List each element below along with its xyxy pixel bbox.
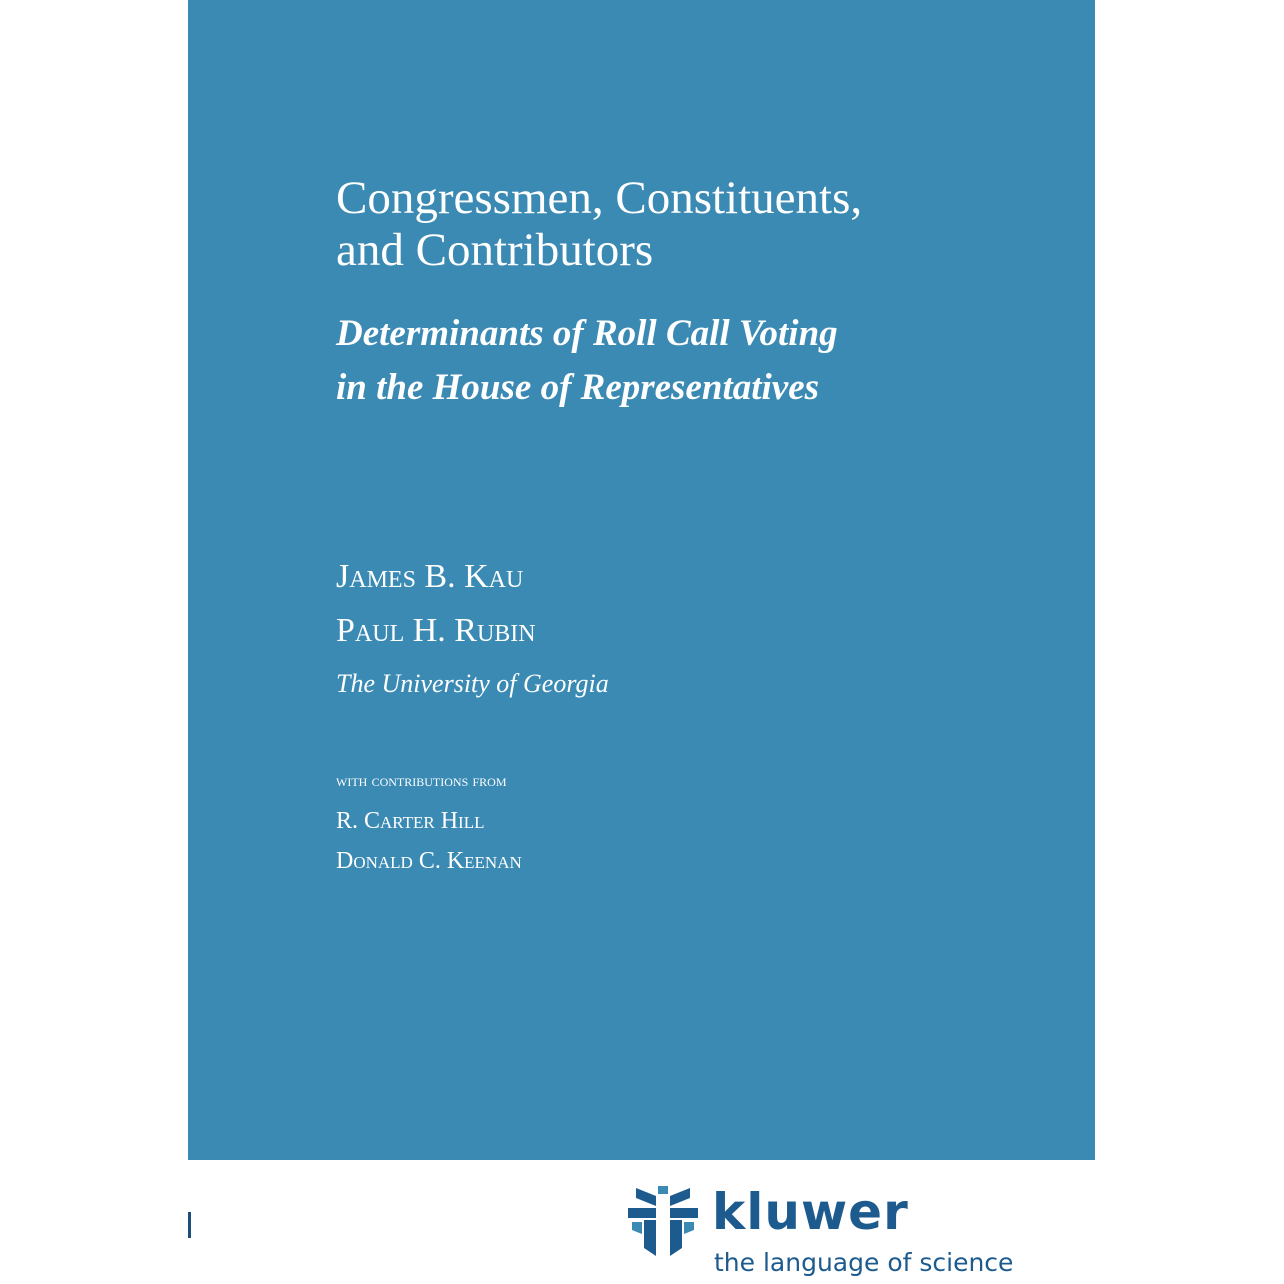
- publisher-tagline: the language of science: [714, 1248, 1014, 1277]
- author-name: Paul H. Rubin: [336, 612, 536, 649]
- contributions-heading: with contributions from: [336, 771, 507, 790]
- publisher-name: kluwer: [712, 1183, 909, 1241]
- book-title-line-2: and Contributors: [336, 224, 654, 276]
- book-title-line-1: Congressmen, Constituents,: [336, 172, 863, 224]
- spine-mark: [188, 1212, 191, 1238]
- author-name: James B. Kau: [336, 558, 524, 595]
- contributor-name: Donald C. Keenan: [336, 848, 522, 874]
- book-subtitle-line-2: in the House of Representatives: [336, 367, 820, 408]
- contributor-name: R. Carter Hill: [336, 808, 485, 834]
- kluwer-logo-icon: [628, 1186, 698, 1258]
- author-affiliation: The University of Georgia: [336, 669, 609, 698]
- book-subtitle-line-1: Determinants of Roll Call Voting: [336, 313, 838, 354]
